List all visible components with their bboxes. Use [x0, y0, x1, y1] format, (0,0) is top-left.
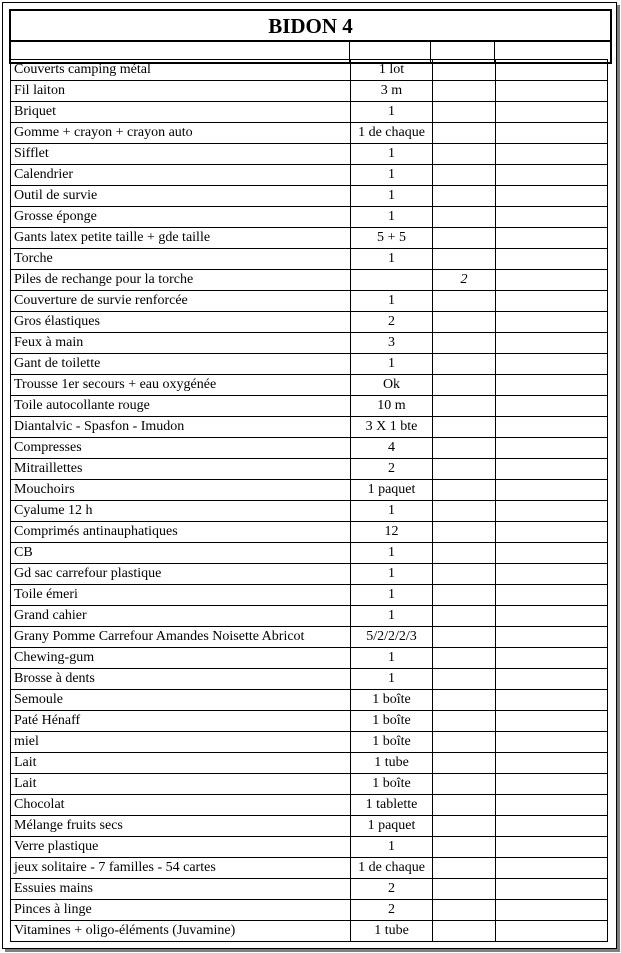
item-quantity: 1 [351, 207, 433, 227]
item-extra [433, 627, 496, 647]
item-notes [496, 690, 607, 710]
item-notes [496, 627, 607, 647]
item-extra [433, 60, 496, 80]
table-row [11, 690, 607, 711]
item-name: Vitamines + oligo-éléments (Juvamine) [11, 921, 351, 941]
table-row [11, 270, 607, 291]
item-quantity: 1 [351, 837, 433, 857]
table-row [11, 648, 607, 669]
item-name: jeux solitaire - 7 familles - 54 cartes [11, 858, 351, 878]
table-row [11, 480, 607, 501]
item-name: Calendrier [11, 165, 351, 185]
item-notes [496, 333, 607, 353]
item-quantity: 1 [351, 501, 433, 521]
item-extra [433, 795, 496, 815]
item-name: Diantalvic - Spasfon - Imudon [11, 417, 351, 437]
item-notes [496, 879, 607, 899]
item-extra [433, 396, 496, 416]
item-extra [433, 921, 496, 941]
item-extra [433, 81, 496, 101]
table-row [11, 669, 607, 690]
item-extra: 2 [433, 270, 496, 290]
item-extra [433, 228, 496, 248]
item-quantity: 1 de chaque [351, 858, 433, 878]
item-name: Lait [11, 774, 351, 794]
item-quantity: 3 m [351, 81, 433, 101]
item-notes [496, 60, 607, 80]
item-quantity: 3 X 1 bte [351, 417, 433, 437]
item-notes [496, 858, 607, 878]
item-extra [433, 186, 496, 206]
item-quantity: 2 [351, 900, 433, 920]
item-name: Gomme + crayon + crayon auto [11, 123, 351, 143]
table-row [11, 312, 607, 333]
item-extra [433, 648, 496, 668]
item-name: Mouchoirs [11, 480, 351, 500]
table-row [11, 564, 607, 585]
item-name: Chocolat [11, 795, 351, 815]
table-row [11, 228, 607, 249]
item-name: Pinces à linge [11, 900, 351, 920]
table-row [11, 501, 607, 522]
table-row [11, 795, 607, 816]
item-extra [433, 522, 496, 542]
item-extra [433, 165, 496, 185]
item-quantity: 1 [351, 585, 433, 605]
item-quantity: 1 boîte [351, 732, 433, 752]
item-notes [496, 270, 607, 290]
item-name: Comprimés antinauphatiques [11, 522, 351, 542]
table-row [11, 606, 607, 627]
item-name: Piles de rechange pour la torche [11, 270, 351, 290]
table-row [11, 333, 607, 354]
item-name: Verre plastique [11, 837, 351, 857]
item-quantity: 1 [351, 564, 433, 584]
item-name: Toile émeri [11, 585, 351, 605]
item-quantity: 1 tablette [351, 795, 433, 815]
item-name: Chewing-gum [11, 648, 351, 668]
table-row [11, 60, 607, 81]
item-extra [433, 543, 496, 563]
item-notes [496, 102, 607, 122]
item-name: Compresses [11, 438, 351, 458]
item-notes [496, 291, 607, 311]
table-row [11, 858, 607, 879]
item-extra [433, 879, 496, 899]
item-quantity: 1 paquet [351, 816, 433, 836]
item-extra [433, 753, 496, 773]
item-extra [433, 501, 496, 521]
table-row [11, 207, 607, 228]
item-quantity: 10 m [351, 396, 433, 416]
item-extra [433, 333, 496, 353]
item-notes [496, 585, 607, 605]
item-extra [433, 900, 496, 920]
table-row [11, 774, 607, 795]
item-name: Mitraillettes [11, 459, 351, 479]
item-notes [496, 900, 607, 920]
item-extra [433, 144, 496, 164]
item-extra [433, 585, 496, 605]
item-name: Lait [11, 753, 351, 773]
item-name: Trousse 1er secours + eau oxygénée [11, 375, 351, 395]
table-row [11, 753, 607, 774]
document-title: BIDON 4 [11, 11, 610, 42]
item-quantity [351, 270, 433, 290]
item-notes [496, 207, 607, 227]
item-quantity: 1 [351, 165, 433, 185]
item-extra [433, 438, 496, 458]
table-row [11, 921, 607, 942]
table-row [11, 900, 607, 921]
item-notes [496, 711, 607, 731]
item-quantity: 1 boîte [351, 711, 433, 731]
item-name: Feux à main [11, 333, 351, 353]
item-name: Grany Pomme Carrefour Amandes Noisette Abricot [11, 627, 351, 647]
item-quantity: Ok [351, 375, 433, 395]
table-row [11, 81, 607, 102]
item-notes [496, 564, 607, 584]
item-extra [433, 480, 496, 500]
table-row [11, 438, 607, 459]
item-extra [433, 837, 496, 857]
item-notes [496, 795, 607, 815]
item-notes [496, 81, 607, 101]
table-row [11, 627, 607, 648]
item-quantity: 1 boîte [351, 774, 433, 794]
item-extra [433, 774, 496, 794]
table-row [11, 732, 607, 753]
item-name: Grosse éponge [11, 207, 351, 227]
item-quantity: 1 [351, 354, 433, 374]
item-notes [496, 228, 607, 248]
item-name: Gants latex petite taille + gde taille [11, 228, 351, 248]
item-notes [496, 417, 607, 437]
item-extra [433, 354, 496, 374]
item-extra [433, 564, 496, 584]
item-quantity: 1 [351, 648, 433, 668]
item-name: CB [11, 543, 351, 563]
item-extra [433, 606, 496, 626]
table-row [11, 879, 607, 900]
table-row [11, 144, 607, 165]
item-notes [496, 921, 607, 941]
item-notes [496, 648, 607, 668]
item-name: Sifflet [11, 144, 351, 164]
table-row [11, 522, 607, 543]
item-notes [496, 375, 607, 395]
table-row [11, 816, 607, 837]
item-name: Gd sac carrefour plastique [11, 564, 351, 584]
item-extra [433, 312, 496, 332]
item-notes [496, 249, 607, 269]
item-name: Torche [11, 249, 351, 269]
item-name: Essuies mains [11, 879, 351, 899]
item-quantity: 2 [351, 879, 433, 899]
item-quantity: 1 [351, 669, 433, 689]
table-row [11, 459, 607, 480]
item-extra [433, 732, 496, 752]
item-notes [496, 543, 607, 563]
item-notes [496, 396, 607, 416]
item-extra [433, 102, 496, 122]
item-quantity: 1 [351, 186, 433, 206]
item-quantity: 1 lot [351, 60, 433, 80]
item-name: Toile autocollante rouge [11, 396, 351, 416]
item-notes [496, 753, 607, 773]
item-quantity: 5 + 5 [351, 228, 433, 248]
item-quantity: 1 tube [351, 921, 433, 941]
header-table [9, 9, 612, 64]
item-name: miel [11, 732, 351, 752]
item-extra [433, 375, 496, 395]
item-quantity: 1 [351, 543, 433, 563]
item-extra [433, 291, 496, 311]
table-row [11, 585, 607, 606]
item-quantity: 1 paquet [351, 480, 433, 500]
table-row [11, 102, 607, 123]
table-row [11, 354, 607, 375]
item-quantity: 1 [351, 249, 433, 269]
item-extra [433, 249, 496, 269]
item-notes [496, 165, 607, 185]
item-name: Gant de toilette [11, 354, 351, 374]
item-name: Outil de survie [11, 186, 351, 206]
item-name: Fil laiton [11, 81, 351, 101]
item-notes [496, 669, 607, 689]
item-name: Briquet [11, 102, 351, 122]
item-notes [496, 354, 607, 374]
item-notes [496, 816, 607, 836]
table-row [11, 249, 607, 270]
item-notes [496, 501, 607, 521]
item-list [10, 59, 608, 942]
table-row [11, 417, 607, 438]
item-notes [496, 438, 607, 458]
item-name: Grand cahier [11, 606, 351, 626]
item-name: Gros élastiques [11, 312, 351, 332]
item-notes [496, 837, 607, 857]
item-notes [496, 774, 607, 794]
item-quantity: 1 [351, 144, 433, 164]
item-extra [433, 669, 496, 689]
item-name: Semoule [11, 690, 351, 710]
item-name: Couverture de survie renforcée [11, 291, 351, 311]
item-quantity: 3 [351, 333, 433, 353]
item-quantity: 5/2/2/2/3 [351, 627, 433, 647]
item-extra [433, 207, 496, 227]
item-name: Cyalume 12 h [11, 501, 351, 521]
item-notes [496, 186, 607, 206]
table-row [11, 396, 607, 417]
table-row [11, 837, 607, 858]
item-extra [433, 417, 496, 437]
item-extra [433, 711, 496, 731]
table-row [11, 711, 607, 732]
table-row [11, 543, 607, 564]
item-quantity: 12 [351, 522, 433, 542]
table-row [11, 375, 607, 396]
item-name: Paté Hénaff [11, 711, 351, 731]
item-notes [496, 606, 607, 626]
item-notes [496, 732, 607, 752]
table-row [11, 165, 607, 186]
table-row [11, 123, 607, 144]
item-quantity: 1 [351, 102, 433, 122]
item-quantity: 1 de chaque [351, 123, 433, 143]
item-extra [433, 858, 496, 878]
item-notes [496, 312, 607, 332]
item-name: Couverts camping métal [11, 60, 351, 80]
item-notes [496, 144, 607, 164]
item-extra [433, 690, 496, 710]
item-name: Mélange fruits secs [11, 816, 351, 836]
item-notes [496, 522, 607, 542]
item-quantity: 2 [351, 459, 433, 479]
item-notes [496, 480, 607, 500]
item-quantity: 1 [351, 291, 433, 311]
item-quantity: 1 [351, 606, 433, 626]
item-notes [496, 459, 607, 479]
item-name: Brosse à dents [11, 669, 351, 689]
table-row [11, 291, 607, 312]
item-extra [433, 459, 496, 479]
item-quantity: 2 [351, 312, 433, 332]
item-extra [433, 123, 496, 143]
item-extra [433, 816, 496, 836]
item-notes [496, 123, 607, 143]
item-quantity: 1 boîte [351, 690, 433, 710]
table-row [11, 186, 607, 207]
item-quantity: 1 tube [351, 753, 433, 773]
item-quantity: 4 [351, 438, 433, 458]
